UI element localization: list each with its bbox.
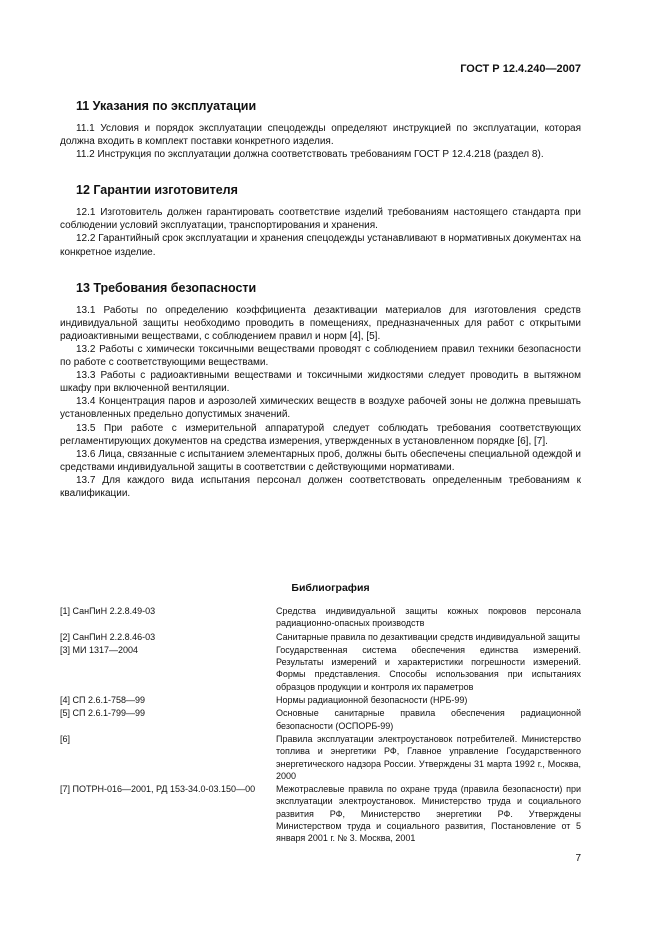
bibliography-ref: [1] СанПиН 2.2.8.49-03: [60, 606, 156, 616]
main-content: [60, 97, 581, 500]
bibliography-item: [60, 694, 581, 706]
page-number: 7: [575, 853, 581, 864]
bibliography-ref: [5] СП 2.6.1-799—99: [60, 708, 146, 719]
bibliography-item: [60, 644, 581, 693]
section-12: [60, 181, 581, 258]
bibliography-ref: [6]: [60, 733, 71, 744]
paragraph: 13.6 Лица, связанные с испытанием элементарных проб, должны быть обеспечены специальной одеждой и средствами индивидуальной защиты в соответствии с действующими нормативами.: [60, 448, 581, 473]
section-13: [60, 279, 581, 500]
bibliography-desc: Правила эксплуатации электроустановок потребителей. Министерство топлива и энергетики РФ, Главное управление Государственного энергетического надзора России. Утверждены 31 марта 1992 г., Москва, 2000: [276, 733, 581, 781]
bibliography-item: [60, 783, 581, 844]
bibliography-desc: Межотраслевые правила по охране труда (правила безопасности) при эксплуатации электроустановок. Министерство труда и социального развития РФ, Министерство энергетики РФ. Утверждены Министерством труда и социального развития, Постановление от 5 января 2001 г. № 3. Москва, 2001: [276, 784, 581, 844]
document-code: ГОСТ Р 12.4.240—2007: [460, 63, 581, 75]
paragraph: 12.2 Гарантийный срок эксплуатации и хранения спецодежды устанавливают в нормативных документах на конкретное изделие.: [60, 233, 581, 258]
bibliography-desc: Нормы радиационной безопасности (НРБ-99): [276, 695, 468, 706]
bibliography-title: Библиография: [291, 582, 370, 594]
bibliography-ref: [7] ПОТРН-016—2001, РД 153-34.0-03.150—00: [60, 784, 256, 795]
paragraph: 13.1 Работы по определению коэффициента дезактивации материалов для изготовления средств индивидуальной защиты необходимо проводить в помещениях, предназначенных для работ с открытыми радиоактивными веществами, с соблюдением правил и норм [4], [5].: [60, 304, 581, 342]
paragraph: 11.1 Условия и порядок эксплуатации спецодежды определяют инструкцией по эксплуатации, которая должна входить в комплект поставки конкретного изделия.: [60, 123, 581, 148]
bibliography-item: [60, 605, 581, 630]
bibliography-desc: Средства индивидуальной защиты кожных покровов персонала радиационно-опасных производств: [276, 606, 581, 629]
section-11: [60, 97, 581, 161]
paragraph: 13.2 Работы с химически токсичными веществами проводят с соблюдением правил техники безопасности по работе с соответствующими веществами.: [60, 343, 581, 369]
bibliography-item: [60, 631, 581, 643]
bibliography-item: [60, 707, 581, 732]
paragraph: 13.4 Концентрация паров и аэрозолей химических веществ в воздухе рабочей зоны не должна превышать установленных предельно допустимых значений.: [60, 396, 581, 421]
bibliography-desc: Санитарные правила по дезактивации средств индивидуальной защиты: [276, 631, 580, 642]
section-title: 13 Требования безопасности: [76, 280, 257, 295]
bibliography-ref: [4] СП 2.6.1-758—99: [60, 695, 146, 706]
section-title: 11 Указания по эксплуатации: [76, 99, 257, 113]
paragraph: 13.7 Для каждого вида испытания персонал должен соответствовать определенным требованиям к квалификации.: [60, 474, 581, 499]
bibliography-list: [60, 605, 581, 846]
bibliography-desc: Основные санитарные правила обеспечения радиационной безопасности (ОСПОРБ-99): [276, 708, 581, 731]
paragraph: 12.1 Изготовитель должен гарантировать соответствие изделий требованиям настоящего стандарта при соблюдении условий эксплуатации, транспортирования и хранения.: [60, 207, 581, 232]
bibliography-item: [60, 733, 581, 782]
paragraph: 13.3 Работы с радиоактивными веществами и токсичными жидкостями следует проводить в вытяжном шкафу при включенной вентиляции.: [60, 370, 581, 395]
section-title: 12 Гарантии изготовителя: [76, 183, 238, 198]
paragraph: 13.5 При работе с измерительной аппаратурой следует соблюдать требования соответствующих регламентирующих документов на средства измерения, утвержденных в установленном порядке [6], [7].: [60, 422, 581, 447]
bibliography-desc: Государственная система обеспечения единства измерений. Результаты измерений и характеристики погрешности измерений. Формы представления. Способы использования при испытаниях образцов продукции и контроля их параметров: [276, 644, 581, 692]
bibliography-ref: [2] СанПиН 2.2.8.46-03: [60, 631, 156, 642]
bibliography-ref: [3] МИ 1317—2004: [60, 644, 139, 655]
paragraph: 11.2 Инструкция по эксплуатации должна соответствовать требованиям ГОСТ Р 12.4.218 (раздел 8).: [76, 149, 544, 161]
